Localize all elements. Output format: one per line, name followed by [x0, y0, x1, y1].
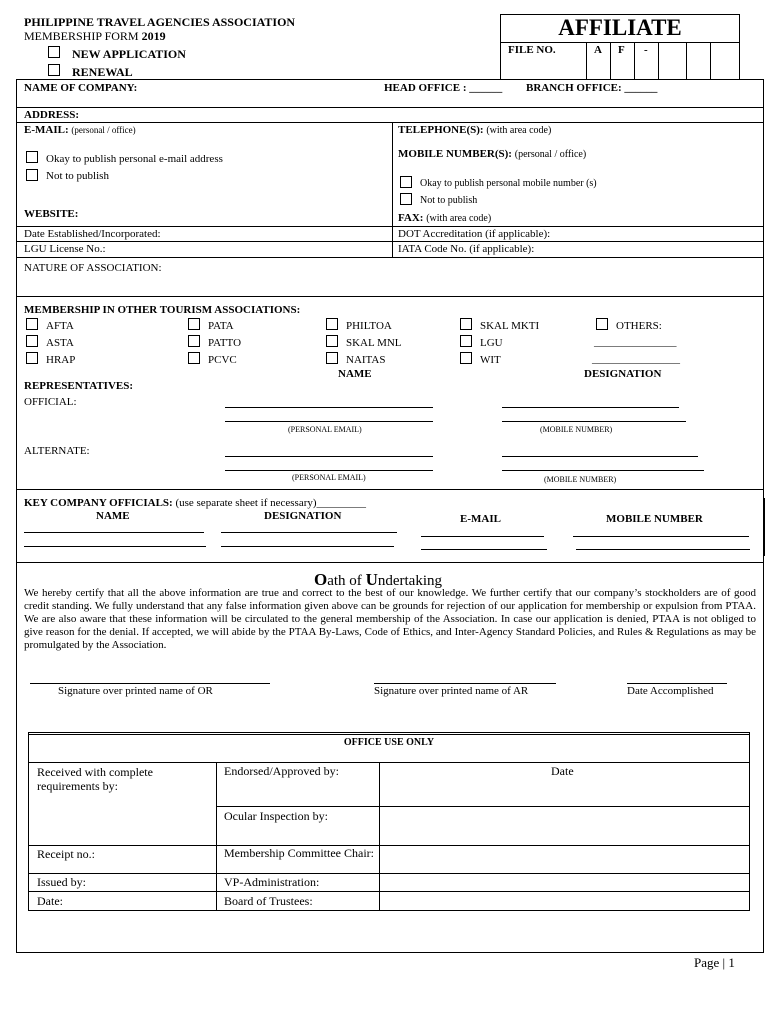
telephone-note: (with area code) — [486, 125, 552, 136]
email-label: E-MAIL: — [24, 124, 69, 136]
afta-checkbox[interactable] — [26, 318, 38, 330]
pcvc-label: PCVC — [208, 354, 237, 366]
oath-text: We hereby certify that all the above information are true and correct to the best of our knowledge. We further certify that our company’s stockholders are of good credit standing. We fully understand that any false information given above can be grounds for rejection of our application for membership or expulsion from PTAA. We are also aware that these information will be circulated to the general membership of the Association. In case our application is denied, PTAA is not obliged to give reason for the denial. If accepted, we will abide by the PTAA By-Laws, Code of Ethics, and Inter-Agency Standard Policies, and Rules & Regulations as may be promulgated by the Association. — [24, 587, 756, 651]
file-no-cell-a: A — [594, 44, 602, 56]
officials-title: KEY COMPANY OFFICIALS: — [24, 497, 173, 509]
afta-label: AFTA — [46, 320, 74, 332]
board-label: Board of Trustees: — [224, 894, 313, 908]
nature-label: NATURE OF ASSOCIATION: — [24, 262, 162, 274]
signature-ar-caption: Signature over printed name of AR — [374, 685, 529, 697]
page-number: Page | 1 — [694, 955, 735, 970]
alternate-label: ALTERNATE: — [24, 445, 90, 457]
fax-row — [398, 213, 491, 224]
officials-title-row — [24, 498, 366, 509]
office-use-title: OFFICE USE ONLY — [343, 737, 435, 748]
signature-or-caption: Signature over printed name of OR — [58, 685, 213, 697]
email-note: (personal / office) — [71, 125, 136, 135]
fax-label: FAX: — [398, 212, 424, 224]
received-label: Received with complete requirements by: — [37, 765, 153, 793]
email-publish-checkbox[interactable] — [26, 151, 38, 163]
vp-admin-label: VP-Administration: — [224, 875, 320, 889]
officials-mobile-header: MOBILE NUMBER — [606, 513, 703, 525]
renewal-checkbox[interactable] — [48, 64, 60, 76]
mobile-label: MOBILE NUMBER(S): — [398, 148, 512, 160]
oath-title-rest2: ndertaking — [377, 573, 442, 589]
file-no-cell-f: F — [618, 44, 625, 56]
patto-checkbox[interactable] — [188, 335, 200, 347]
officials-note: (use separate sheet if necessary)_________ — [175, 497, 367, 509]
company-name-label: NAME OF COMPANY: — [24, 82, 138, 94]
hrap-label: HRAP — [46, 354, 76, 366]
pcvc-checkbox[interactable] — [188, 352, 200, 364]
others-blank-1: _______________ — [594, 336, 677, 348]
file-no-cell-dash: - — [644, 44, 648, 56]
oath-title-rest1: ath of — [327, 573, 366, 589]
pata-label: PATA — [208, 320, 234, 332]
official-mobile-caption: (MOBILE NUMBER) — [540, 425, 613, 434]
lgu-label: LGU — [480, 337, 503, 349]
new-application-label: NEW APPLICATION — [72, 47, 186, 61]
email-not-publish-label: Not to publish — [46, 170, 109, 182]
date-established-label: Date Established/Incorporated: — [24, 228, 161, 240]
alternate-mobile-caption: (MOBILE NUMBER) — [544, 475, 617, 484]
oath-title-o: O — [314, 570, 328, 589]
iata-code-label: IATA Code No. (if applicable): — [398, 243, 535, 255]
new-application-checkbox[interactable] — [48, 46, 60, 58]
official-email-caption: (PERSONAL EMAIL) — [288, 425, 362, 434]
form-name-text: MEMBERSHIP FORM — [24, 29, 139, 43]
date-header: Date — [551, 764, 574, 778]
email-publish-label: Okay to publish personal e-mail address — [46, 153, 223, 165]
file-no-label: FILE NO. — [508, 44, 556, 56]
renewal-label: RENEWAL — [72, 65, 133, 79]
date-row-label: Date: — [37, 894, 63, 908]
rep-designation-header: DESIGNATION — [584, 368, 662, 380]
alternate-email-caption: (PERSONAL EMAIL) — [292, 473, 366, 482]
head-office-label: HEAD OFFICE : ______ — [384, 82, 503, 94]
email-not-publish-checkbox[interactable] — [26, 169, 38, 181]
naitas-checkbox[interactable] — [326, 352, 338, 364]
telephone-label: TELEPHONE(S): — [398, 124, 484, 136]
wit-label: WIT — [480, 354, 501, 366]
mobile-publish-checkbox[interactable] — [400, 176, 412, 188]
others-checkbox[interactable] — [596, 318, 608, 330]
skal-mnl-label: SKAL MNL — [346, 337, 402, 349]
category-title: AFFILIATE — [558, 15, 682, 40]
asta-checkbox[interactable] — [26, 335, 38, 347]
fax-note: (with area code) — [426, 213, 492, 224]
branch-office-label: BRANCH OFFICE: ______ — [526, 82, 658, 94]
officials-name-header: NAME — [96, 510, 130, 522]
pata-checkbox[interactable] — [188, 318, 200, 330]
memberships-title: MEMBERSHIP IN OTHER TOURISM ASSOCIATIONS: — [24, 304, 301, 316]
hrap-checkbox[interactable] — [26, 352, 38, 364]
membership-chair-label: Membership Committee Chair: — [224, 846, 374, 860]
office-use-table — [28, 732, 750, 911]
wit-checkbox[interactable] — [460, 352, 472, 364]
philtoa-label: PHILTOA — [346, 320, 392, 332]
date-accomplished-caption: Date Accomplished — [627, 685, 714, 697]
issued-by-label: Issued by: — [37, 875, 86, 889]
lgu-checkbox[interactable] — [460, 335, 472, 347]
skal-mnl-checkbox[interactable] — [326, 335, 338, 347]
mobile-not-publish-checkbox[interactable] — [400, 193, 412, 205]
org-name: PHILIPPINE TRAVEL AGENCIES ASSOCIATION — [24, 15, 296, 29]
others-blank-2: ________________ — [592, 353, 680, 365]
mobile-not-publish-label: Not to publish — [420, 195, 478, 206]
mobile-row — [398, 149, 586, 160]
address-label: ADDRESS: — [24, 109, 80, 121]
mobile-publish-label: Okay to publish personal mobile number (s) — [420, 178, 597, 189]
lgu-license-label: LGU License No.: — [24, 243, 106, 255]
naitas-label: NAITAS — [346, 354, 386, 366]
officials-designation-header: DESIGNATION — [264, 510, 342, 522]
email-label-row — [24, 125, 136, 136]
officials-email-header: E-MAIL — [460, 513, 501, 525]
official-label: OFFICIAL: — [24, 396, 77, 408]
mobile-note: (personal / office) — [514, 149, 587, 160]
receipt-label: Receipt no.: — [37, 847, 95, 861]
form-name — [24, 30, 166, 42]
ocular-label: Ocular Inspection by: — [224, 809, 328, 823]
skal-mkti-checkbox[interactable] — [460, 318, 472, 330]
asta-label: ASTA — [46, 337, 74, 349]
representatives-title: REPRESENTATIVES: — [24, 380, 134, 392]
skal-mkti-label: SKAL MKTI — [480, 320, 540, 332]
others-label: OTHERS: — [616, 320, 662, 332]
oath-title-u: U — [365, 570, 378, 589]
rep-name-header: NAME — [338, 368, 372, 380]
telephone-row — [398, 125, 551, 136]
patto-label: PATTO — [208, 337, 242, 349]
website-label: WEBSITE: — [24, 208, 79, 220]
philtoa-checkbox[interactable] — [326, 318, 338, 330]
dot-accreditation-label: DOT Accreditation (if applicable): — [398, 228, 551, 240]
endorsed-label: Endorsed/Approved by: — [224, 764, 339, 778]
form-year: 2019 — [141, 29, 166, 43]
